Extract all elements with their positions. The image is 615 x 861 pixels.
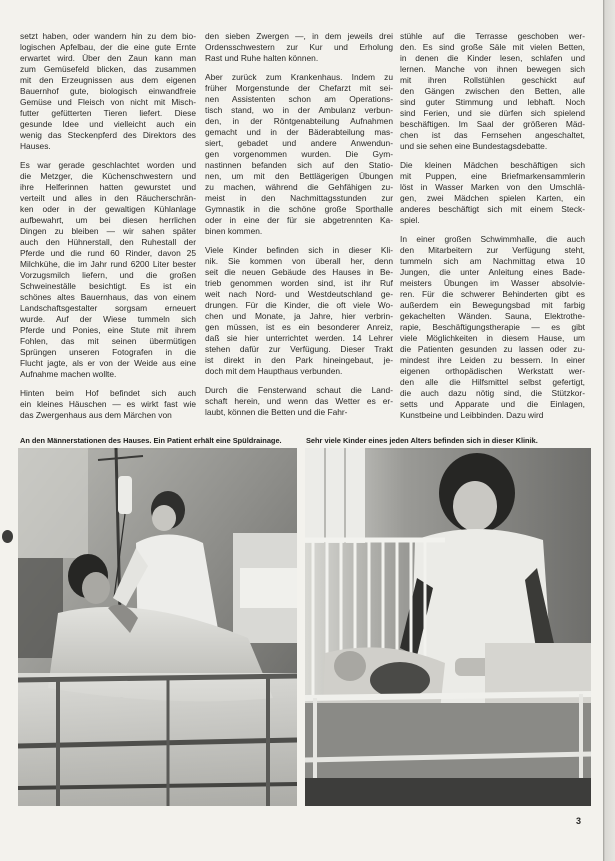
text-line: spiel. bbox=[400, 215, 420, 225]
text-line: Die kleinen Mädchen beschäftigen sich bbox=[400, 160, 585, 170]
text-line: außerdem ein Bewegungsbad mit farbig bbox=[400, 300, 585, 310]
text-line: mit den Erzeugnissen aus dem eigenen bbox=[20, 75, 196, 85]
text-line: chen und Monate, ja Jahre, hier verbrin- bbox=[205, 311, 393, 321]
text-line: Gemüse und Fleisch von nicht mit Misch- bbox=[20, 97, 196, 107]
paragraph bbox=[20, 31, 196, 152]
paragraph bbox=[20, 388, 196, 421]
photo-caption-right: Sehr viele Kinder eines jeden Alters befinden sich in dieser Klinik. bbox=[306, 436, 538, 445]
text-line: meisters Übungen im Wasser absolvie- bbox=[400, 278, 585, 288]
text-line: nastinnen befanden sich auf den Statio- bbox=[205, 160, 393, 170]
text-line: den. Es sind große Säle mit vielen Betten, bbox=[400, 42, 585, 52]
text-line: wenig das Steckenpferd des Direktors des bbox=[20, 130, 196, 140]
text-line: setts und Apparate und die Einlagen, bbox=[400, 399, 585, 409]
text-line: sind guter Stimmung und lebhaft. Noch bbox=[400, 97, 585, 107]
text-line: trieb genommen worden sind, ist ihr Ruf bbox=[205, 278, 393, 288]
text-line: Ordensschwestern zur Kur und Erholung bbox=[205, 42, 393, 52]
text-line: nik. Sie kommen von überall her, denn bbox=[205, 256, 393, 266]
paragraph bbox=[400, 160, 585, 226]
paragraph bbox=[20, 160, 196, 380]
text-line: futter gefütterten Tieren liefert. Diese bbox=[20, 108, 196, 118]
text-column-3 bbox=[400, 31, 585, 429]
text-line: Sprüngen unseren Fotografen in die bbox=[20, 347, 196, 357]
text-line: nen Assistenten schon am Operations- bbox=[205, 94, 393, 104]
paragraph bbox=[205, 385, 393, 418]
paragraph bbox=[400, 234, 585, 421]
scan-page-edge bbox=[603, 0, 615, 861]
text-line: den, in der Röntgenabteilung Aufnahmen bbox=[205, 116, 393, 126]
text-line: wurde. Auf der Wiese tummeln sich bbox=[20, 314, 196, 324]
text-column-2 bbox=[205, 31, 393, 426]
text-line: binen kommen. bbox=[205, 226, 263, 236]
paragraph bbox=[205, 245, 393, 377]
text-line: gen müssen, ist es ein besonderer Anreiz, bbox=[205, 322, 393, 332]
text-line: gekachelten Wänden. Sauna, Elektrothe- bbox=[400, 311, 585, 321]
text-line: und sie sehen eine Bundestagsdebatte. bbox=[400, 141, 548, 151]
text-line: ist direkt in den Park hineingebaut, je- bbox=[205, 355, 393, 365]
text-line: nen, um mit den Bettlägerigen Übungen bbox=[205, 171, 393, 181]
text-line: Viele Kinder befinden sich in dieser Kli- bbox=[205, 245, 393, 255]
text-line: gesunde Idee und vielleicht auch ein bbox=[20, 119, 196, 129]
page-number: 3 bbox=[576, 816, 582, 826]
text-line: Kunstbeine und Leibbinden. Dazu wird bbox=[400, 410, 544, 420]
scan-mark bbox=[2, 530, 13, 543]
text-line: früher Morgenstunde der Chefarzt mit sei- bbox=[205, 83, 393, 93]
paragraph bbox=[205, 31, 393, 64]
text-line: chen ist das Fernsehen angeschaltet, bbox=[400, 130, 585, 140]
text-line: ein kleines Häuschen — es wirkt fast wie bbox=[20, 399, 196, 409]
text-line: die auch dazu nötig sind, die Stützkor- bbox=[400, 388, 585, 398]
text-line: laubt, können die Betten und die Fahr- bbox=[205, 407, 348, 417]
text-line: gen, zwei Mädchen spielen Karten, ein bbox=[400, 193, 585, 203]
photo-mens-ward bbox=[18, 448, 297, 806]
text-line: ihre Helferinnen hatten gewurstet und bbox=[20, 182, 196, 192]
text-line: setzt haben, oder wandern hin zu dem bio- bbox=[20, 31, 196, 41]
text-line: meist in den Nachmittagsstunden zur bbox=[205, 193, 393, 203]
text-line: zu machen, während die Gehfähigen zu- bbox=[205, 182, 393, 192]
text-line: den Mitarbeitern zur Verfügung steht, bbox=[400, 245, 585, 255]
text-line: Es war gerade geschlachtet worden und bbox=[20, 160, 196, 170]
text-line: gen vorgenommen wurden. Die Gym- bbox=[205, 149, 393, 159]
text-line: tisch stand, wo in der Ambulanz verbun- bbox=[205, 105, 393, 115]
text-line: Landschaftsgestalter sorgsam erneuert bbox=[20, 303, 196, 313]
text-line: mit Puppen, eine Briefmarkensammlerin bbox=[400, 171, 585, 181]
text-line: stehen dafür zur Verfügung. Dieser Trakt bbox=[205, 344, 393, 354]
text-line: Schweineställe besichtigt. Es ist ein bbox=[20, 281, 196, 291]
paragraph bbox=[400, 31, 585, 152]
text-line: die Patienten gesunden zu lassen oder zu- bbox=[400, 344, 585, 354]
text-line: erwartet wird. Über den Zaun kann man bbox=[20, 53, 196, 63]
text-line: Pferde und die rund 60 Rinder, davon 25 bbox=[20, 248, 196, 258]
text-line: verteilt und alles in den Räucherschrän- bbox=[20, 193, 196, 203]
text-line: eigenen orthopädischen Werkstatt wer- bbox=[400, 366, 585, 376]
text-line: Bauernhof gute, biologisch einwandfreie bbox=[20, 86, 196, 96]
text-line: mit ihren Rollstühlen geschickt auf bbox=[400, 75, 585, 85]
text-line: weit nach Nord- und Westdeutschland ge- bbox=[205, 289, 393, 299]
text-line: lernen. Manche von ihnen bewegen sich bbox=[400, 64, 585, 74]
photo-caption-left: An den Männerstationen des Hauses. Ein Patient erhält eine Spüldrainage. bbox=[20, 436, 282, 445]
text-line: anderes beschäftigt sich mit einem Steck- bbox=[400, 204, 585, 214]
text-line: doch mit dem Haupthaus verbunden. bbox=[205, 366, 343, 376]
paragraph bbox=[205, 72, 393, 237]
text-line: das Zwergenhaus aus dem Märchen von bbox=[20, 410, 172, 420]
text-line: Durch die Fensterwand schaut die Land- bbox=[205, 385, 393, 395]
text-line: Milchkühe, die im Jahr rund 6200 Liter bester bbox=[20, 259, 196, 269]
text-line: Vorzugsmilch liefern, und die großen bbox=[20, 270, 196, 280]
text-line: die Metzger, die Küchenschwestern und bbox=[20, 171, 196, 181]
text-line: oder in eine der für sie abgetrennten Ka- bbox=[205, 215, 393, 225]
text-line: auch den Hühnerstall, den Ruhestall der bbox=[20, 237, 196, 247]
text-line: mindest ihre Leiden zu bessern. In einer bbox=[400, 355, 585, 365]
text-line: Pferde und Ponies, eine Stute mit ihrem bbox=[20, 325, 196, 335]
text-line: Aufnahme machen wollte. bbox=[20, 369, 117, 379]
text-line: schönes altes Bauernhaus, das von einem bbox=[20, 292, 196, 302]
text-line: ken oder in der gewaltigen Kühlanlage bbox=[20, 204, 196, 214]
text-line: seit die neuen Gebäude des Hauses in Be- bbox=[205, 267, 393, 277]
text-line: siert, gebadet und andere Anwendun- bbox=[205, 138, 393, 148]
text-line: beschäftigen. Im Saal der größeren Mäd- bbox=[400, 119, 585, 129]
text-line: tummeln sich am Nachmittag etwa 10 bbox=[400, 256, 585, 266]
text-line: stühle auf die Terrasse geschoben wer- bbox=[400, 31, 585, 41]
text-line: Dingen zu bleiben — wir sahen später bbox=[20, 226, 196, 236]
text-line: Aber zurück zum Krankenhaus. Indem zu bbox=[205, 72, 393, 82]
text-line: den Gängen zwischen den Betten, alle bbox=[400, 86, 585, 96]
text-line: löst in Wasser Marken von den Umschlä- bbox=[400, 182, 585, 192]
text-line: sind Ferien, und sie dürfen sich spielend bbox=[400, 108, 585, 118]
text-line: Jungen, die unter Anleitung eines Bade- bbox=[400, 267, 585, 277]
text-line: In einer großen Schwimmhalle, die auch bbox=[400, 234, 585, 244]
text-line: ren. Für die schwerer Behinderten gibt es bbox=[400, 289, 585, 299]
text-line: den sieben Zwergen —, in dem jeweils drei bbox=[205, 31, 393, 41]
text-line: Flucht jagte, als er von der Weide aus eine bbox=[20, 358, 196, 368]
text-line: in denen die Kinder lesen, schlafen und bbox=[400, 53, 585, 63]
text-line: viele Möglichkeiten in diesem Hause, um bbox=[400, 333, 585, 343]
text-line: rapie, Beschäftigungstherapie — es gibt bbox=[400, 322, 585, 332]
text-line: logischen Apfelbau, der die eine gute Ernte bbox=[20, 42, 196, 52]
text-line: Rast und Ruhe halten können. bbox=[205, 53, 319, 63]
text-line: Hinten beim Hof befindet sich auch bbox=[20, 388, 196, 398]
text-line: gemacht und in der Bäderabteilung mas- bbox=[205, 127, 393, 137]
text-line: daß sie hier unterrichtet werden. 14 Lehrer bbox=[205, 333, 393, 343]
text-line: zum Gemüsefeld blicken, das zusammen bbox=[20, 64, 196, 74]
text-line: Hauses. bbox=[20, 141, 51, 151]
text-line: schaft herein, und wenn das Wetter es er- bbox=[205, 396, 393, 406]
text-line: aufbewahrt, um bei diesen herrlichen bbox=[20, 215, 196, 225]
text-line: drungen. Für die Kinder, die oft viele Wo- bbox=[205, 300, 393, 310]
photo-childrens-ward bbox=[305, 448, 591, 806]
text-line: Gymnastik in die schöne große Sporthalle bbox=[205, 204, 393, 214]
text-column-1 bbox=[20, 31, 196, 429]
text-line: den alle die Hilfsmittel selbst gefertigt, bbox=[400, 377, 585, 387]
text-line: Fohlen, das mit seinen übermütigen bbox=[20, 336, 196, 346]
